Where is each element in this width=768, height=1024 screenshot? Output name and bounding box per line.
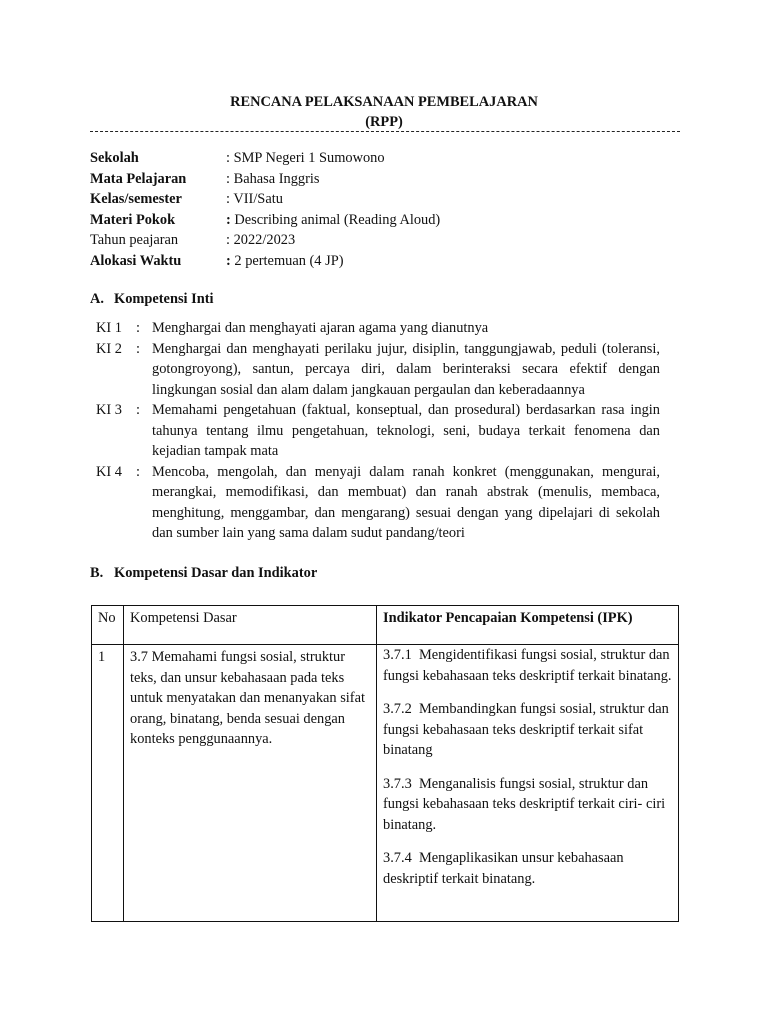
header-ipk: Indikator Pencapaian Kompetensi (IPK) bbox=[377, 606, 679, 645]
table-header-row bbox=[92, 606, 679, 645]
identity-row bbox=[90, 210, 440, 231]
ki-colon: : bbox=[136, 463, 140, 480]
dashed-divider bbox=[90, 131, 680, 132]
ipk-number: 3.7.4 bbox=[383, 850, 412, 866]
kompetensi-dasar-table bbox=[91, 605, 679, 922]
section-a-title: Kompetensi Inti bbox=[114, 291, 214, 307]
identity-label: Materi Pokok bbox=[90, 211, 176, 228]
identity-row bbox=[90, 169, 440, 190]
ipk-item bbox=[383, 645, 672, 686]
ipk-text: Mengidentifikasi fungsi sosial, struktur dan fungsi kebahasaan teks deskriptif terkait binatang. bbox=[383, 647, 672, 684]
cell-kompetensi-dasar: 3.7 Memahami fungsi sosial, struktur teks, dan unsur kebahasaan pada teks untuk menyatakan dan menanyakan sifat orang, binatang, benda sesuai dengan konteks penggunaannya. bbox=[124, 645, 377, 922]
section-a-letter: A. bbox=[90, 291, 104, 307]
ki-colon: : bbox=[136, 402, 140, 418]
identity-value: : Describing animal (Reading Aloud) bbox=[226, 211, 441, 228]
ipk-number: 3.7.1 bbox=[383, 647, 412, 663]
table-row bbox=[92, 645, 679, 922]
ki-label: KI 2 bbox=[96, 340, 122, 357]
ki-item bbox=[96, 318, 660, 339]
identity-value: : VII/Satu bbox=[226, 191, 283, 207]
ipk-item bbox=[383, 699, 672, 761]
ki-text: Memahami pengetahuan (faktual, konseptual, dan prosedural) berdasarkan rasa ingin tahunya tentang ilmu pengetahuan, teknologi, seni, budaya terkait fenomena dan kejadian tampak mata bbox=[152, 402, 660, 459]
identity-value: : 2 pertemuan (4 JP) bbox=[226, 252, 344, 269]
ki-item bbox=[96, 462, 660, 544]
identity-row bbox=[90, 189, 440, 210]
ki-colon: : bbox=[136, 320, 140, 336]
ipk-number: 3.7.3 bbox=[383, 775, 412, 792]
identity-row bbox=[90, 251, 440, 272]
identity-row bbox=[90, 148, 440, 169]
section-b-heading bbox=[90, 563, 317, 584]
ki-label: KI 4 bbox=[96, 463, 122, 480]
identity-table bbox=[90, 148, 440, 271]
document-title: RENCANA PELAKSANAAN PEMBELAJARAN bbox=[230, 94, 538, 110]
ki-item bbox=[96, 339, 660, 401]
ipk-text: Menganalisis fungsi sosial, struktur dan fungsi kebahasaan teks deskriptif terkait ciri- ciri binatang. bbox=[383, 775, 666, 833]
document-subtitle: (RPP) bbox=[365, 114, 403, 130]
identity-label: Alokasi Waktu bbox=[90, 252, 182, 269]
ki-text: Menghargai dan menghayati ajaran agama yang dianutnya bbox=[152, 320, 489, 336]
identity-value: : SMP Negeri 1 Sumowono bbox=[226, 150, 385, 166]
ki-text: Menghargai dan menghayati perilaku jujur, disiplin, tanggungjawab, peduli (toleransi, gotongroyong), santun, percaya diri, dalam berinteraksi secara efektif dengan lingkungan sosial dan alam dalam jangkauan pergaulan dan keberadaannya bbox=[152, 340, 660, 398]
ki-item bbox=[96, 400, 660, 462]
ipk-item bbox=[383, 774, 672, 836]
ki-label: KI 1 bbox=[96, 320, 122, 336]
ki-text: Mencoba, mengolah, dan menyaji dalam ranah konkret (menggunakan, mengurai, merangkai, memodifikasi, dan membuat) dan ranah abstrak (menulis, membaca, menghitung, menggambar, dan mengarang) sesuai dengan yang dipelajari di sekolah dan sumber lain yang sama dalam sudut pandang/teori bbox=[152, 463, 660, 541]
identity-label: Mata Pelajaran bbox=[90, 170, 187, 187]
ipk-item bbox=[383, 848, 672, 889]
ipk-text: Membandingkan fungsi sosial, struktur dan fungsi kebahasaan teks deskriptif terkait sifat binatang bbox=[383, 701, 669, 758]
cell-ipk bbox=[377, 645, 679, 922]
header-no: No bbox=[92, 606, 124, 645]
identity-label: Sekolah bbox=[90, 150, 139, 166]
ki-colon: : bbox=[136, 340, 140, 357]
kompetensi-inti-list bbox=[96, 318, 660, 544]
identity-row bbox=[90, 230, 440, 251]
cell-no: 1 bbox=[92, 645, 124, 922]
identity-label: Kelas/semester bbox=[90, 191, 182, 207]
identity-value: : 2022/2023 bbox=[226, 232, 296, 248]
section-b-title: Kompetensi Dasar dan Indikator bbox=[114, 565, 318, 581]
header-kompetensi-dasar: Kompetensi Dasar bbox=[124, 606, 377, 645]
ki-label: KI 3 bbox=[96, 402, 122, 418]
ipk-number: 3.7.2 bbox=[383, 701, 412, 717]
section-b-letter: B. bbox=[90, 565, 104, 581]
identity-label: Tahun peajaran bbox=[90, 232, 179, 248]
ipk-text: Mengaplikasikan unsur kebahasaan deskriptif terkait binatang. bbox=[383, 850, 624, 887]
section-a-heading bbox=[90, 289, 214, 310]
identity-value: : Bahasa Inggris bbox=[226, 170, 320, 187]
